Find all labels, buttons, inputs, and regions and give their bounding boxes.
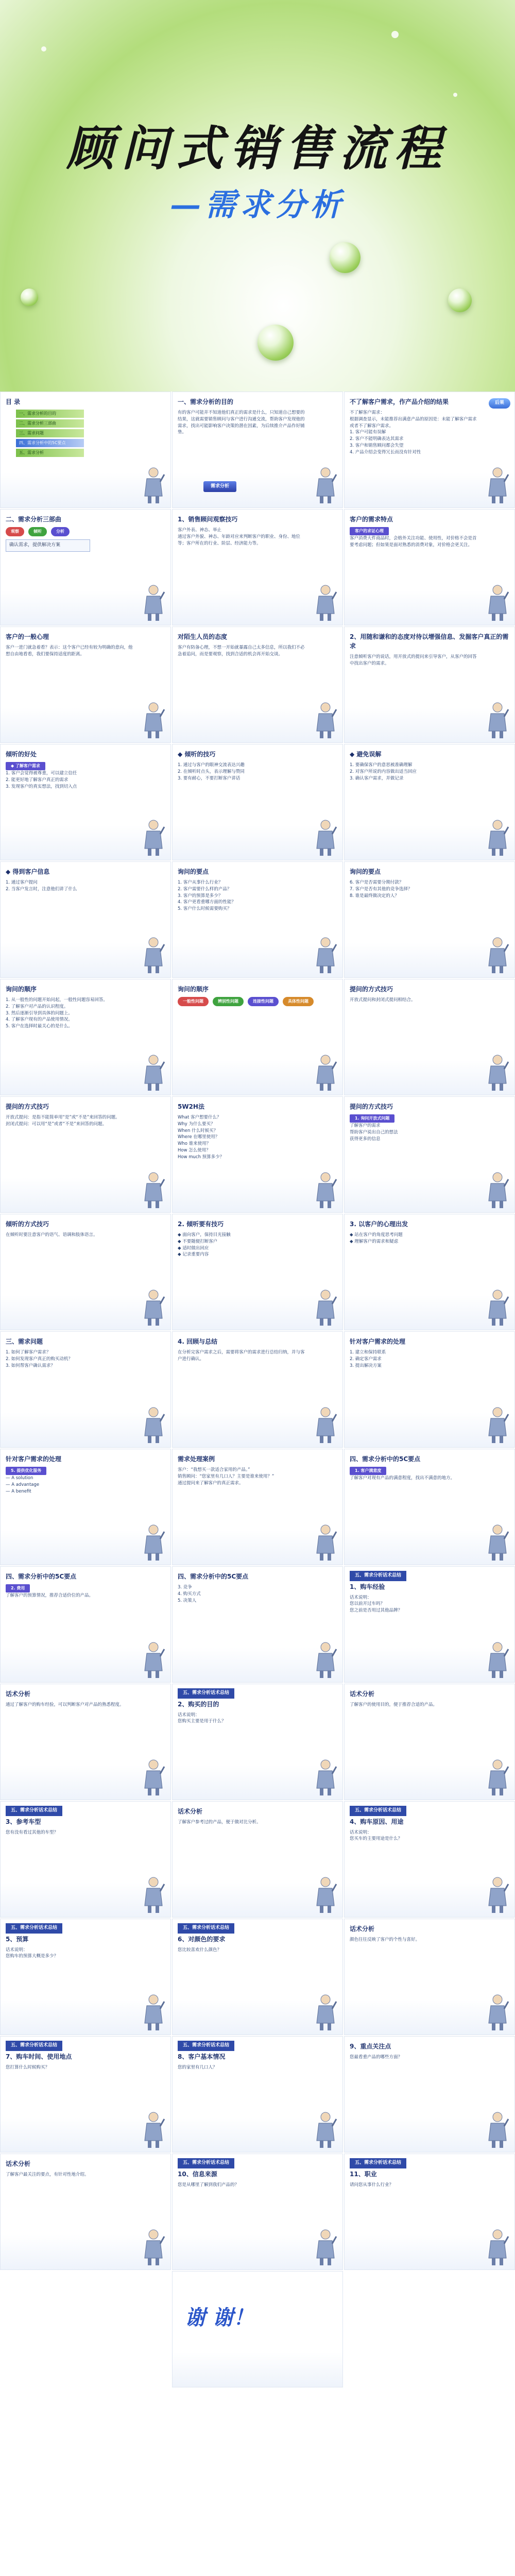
slide-body: 通过了解客户的购车经验，可以判断客户对产品的熟悉程度。 — [6, 1702, 124, 1707]
slide-title: 四、需求分析中的5C要点 — [350, 1455, 421, 1463]
cartoon-figure — [314, 819, 337, 857]
slide-list-item: 8. 谁是最终做决定的人？ — [350, 893, 399, 899]
slide-list-item: 3. 竞争 — [178, 1585, 192, 1590]
slide-list-item: 1. 客户会觉得被尊重，可以建立信任 — [6, 771, 77, 776]
slide-body: 1. 如何了解客户需求？ 2. 如何发现客户真正的购买动机？ 3. 如何帮客户确认需求？ — [6, 1350, 73, 1368]
slide-title: 3. 以客户的心理出发 — [350, 1221, 408, 1228]
slide-title: 四、需求分析中的5C要点 — [178, 1573, 249, 1580]
slide-thumbnail[interactable] — [344, 1566, 515, 1683]
slide-list-item: 3. 客户和销售顾问都会失望 — [350, 443, 404, 448]
slide-body: 了解客户对现有产品的满意程度，找出不满意的地方。 — [350, 1476, 455, 1481]
slide-thumbnail[interactable] — [0, 1096, 171, 1213]
slide-thumbnail[interactable] — [344, 626, 515, 743]
slide-thumbnail[interactable] — [344, 1684, 515, 1800]
slide-body: 开放式提问：是指不能简单用“是”或“不是”来回答的问题。 封闭式提问：可以用“是”或者“不是”来回答的问题。 — [6, 1115, 120, 1127]
slide-title: 3、参考车型 — [6, 1818, 41, 1825]
slide-list-item: ◆ 站在客户的角度思考问题 — [350, 1232, 403, 1238]
slide-subheading: 1. 客户满意度 — [350, 1467, 386, 1475]
slide-title: ◆ 倾听的技巧 — [178, 751, 216, 758]
cartoon-figure — [142, 701, 165, 739]
slide-thumbnail[interactable] — [344, 2154, 515, 2270]
slide-list-item: What 客户想要什么？ — [178, 1115, 221, 1120]
slide-list-item: 帮助客户说出自己的想法 — [350, 1129, 398, 1135]
slide-thumbnail[interactable] — [172, 1331, 343, 1448]
cartoon-figure — [486, 701, 509, 739]
slide-title: 7、购车时间、使用地点 — [6, 2053, 72, 2060]
slide-thumbnail[interactable] — [172, 509, 343, 625]
slide-thumbnail[interactable] — [0, 979, 171, 1095]
slide-thumbnail[interactable] — [0, 1566, 171, 1683]
slide-list-item: 6. 客户是否需要分期付款？ — [350, 880, 404, 885]
slide-list-item: 2. 对客户所说的内容做出适当回应 — [350, 769, 417, 774]
slide-title: 5W2H法 — [178, 1103, 204, 1110]
slide-list-item: Why 为什么要买？ — [178, 1121, 215, 1127]
slide-title: 6、对颜色的要求 — [178, 1935, 226, 1943]
toc-item[interactable]: 一、需求分析的目的 — [16, 410, 84, 418]
slide-body: 有的客户可能并不知道他们真正的需求是什么，只知道自己想要的结果，这就需要销售顾问与客户进行沟通交流，帮助客户发现他的需求，找出可能影响客户决策的潜在因素，为后续推介产品作好铺垫。 — [178, 410, 305, 435]
slide-body: 话术说明： 您购车的预算大概是多少？ — [6, 1947, 59, 1959]
cartoon-figure — [486, 1641, 509, 1679]
cartoon-figure — [142, 2228, 165, 2266]
slide-thumbnail[interactable] — [0, 392, 171, 508]
slide-body: 您打算什么时候购买？ — [6, 2064, 50, 2070]
slide-body: 话术说明： 您以前开过车吗？ 您之前是否用过其他品牌？ — [350, 1595, 403, 1613]
step-oval: 分析 — [51, 527, 70, 536]
slide-subheading: 1. 询问开放式问题 — [350, 1114, 394, 1123]
cartoon-figure — [314, 1171, 337, 1209]
cartoon-figure — [486, 1758, 509, 1797]
slide-thumbnail[interactable] — [0, 626, 171, 743]
cartoon-figure — [314, 1758, 337, 1797]
section-header: 五、需求分析话术总结 — [350, 2158, 406, 2168]
slide-title: 2. 倾听要有技巧 — [178, 1221, 224, 1228]
slide-title: 四、需求分析中的5C要点 — [6, 1573, 77, 1580]
slide-title: 9、重点关注点 — [350, 2043, 391, 2050]
slide-thumbnail[interactable] — [344, 1096, 515, 1213]
slide-title: 1、购车经验 — [350, 1583, 385, 1590]
section-header: 五、需求分析话术总结 — [178, 2158, 234, 2168]
slide-subheading: ◆ 了解客户需求 — [6, 762, 45, 770]
slide-title: 4、购车原因、用途 — [350, 1818, 404, 1825]
cartoon-figure — [314, 1406, 337, 1444]
section-header: 五、需求分析话术总结 — [350, 1806, 406, 1816]
slide-list-item: ◆ 不要随便打断客户 — [178, 1239, 218, 1244]
slide-body: 话术说明： 您买车的主要用途是什么？ — [350, 1829, 403, 1842]
step-oval: 一般性问题 — [178, 997, 209, 1006]
cartoon-figure — [486, 1876, 509, 1914]
slide-body: 客户有防备心理，不想一开始就暴露自己太多信息，所以我们不必急着追问，而是要观察，找到合适的机会再开始交谈。 — [178, 645, 305, 657]
slide-list-item: 1. 客户从事什么行业？ — [178, 880, 223, 885]
cartoon-figure — [486, 1406, 509, 1444]
slide-list-item: When 什么时候买？ — [178, 1128, 218, 1133]
slide-thumbnail[interactable] — [0, 861, 171, 978]
slide-list-item: 1. 通过与客户的眼神交流表达兴趣 — [178, 762, 245, 768]
section-header: 五、需求分析话术总结 — [6, 2041, 62, 2051]
cartoon-figure — [142, 1641, 165, 1679]
cartoon-figure — [486, 819, 509, 857]
cartoon-figure — [142, 1171, 165, 1209]
slide-thumbnail[interactable] — [344, 744, 515, 860]
slide-body: 您是从哪里了解到我们产品的？ — [178, 2182, 239, 2188]
slide-pill: 需求分析 — [203, 481, 236, 493]
slide-list-item: — A advantage — [6, 1482, 40, 1487]
slide-thumbnail[interactable] — [172, 1096, 343, 1213]
cartoon-figure — [486, 584, 509, 622]
slide-thumbnail[interactable] — [344, 2036, 515, 2153]
cartoon-figure — [486, 466, 509, 504]
slide-list-item: ◆ 适时做出回应 — [178, 1245, 209, 1251]
slide-body: 请问您从事什么行业？ — [350, 2182, 394, 2188]
cartoon-figure — [314, 1641, 337, 1679]
section-header: 五、需求分析话术总结 — [350, 1571, 406, 1581]
slide-title: 5、预算 — [6, 1935, 29, 1943]
slide-thumbnail[interactable] — [344, 1214, 515, 1330]
slide-list-item: 2. 客户不能明确表达其需求 — [350, 436, 404, 442]
slide-body: 您有没有看过其他的车型？ — [6, 1829, 59, 1835]
slide-title: 一、需求分析的目的 — [178, 398, 234, 405]
water-drop — [330, 242, 360, 273]
slide-list-item: 了解客户的需求 — [350, 1123, 381, 1128]
cartoon-figure — [314, 584, 337, 622]
slide-list-item: 3. 提出解决方案 — [350, 1363, 382, 1368]
slide-thumbnail[interactable] — [0, 509, 171, 625]
slide-list-item: 5. 客户什么时候需要购买？ — [178, 906, 232, 911]
slide-list-item: 2. 在倾听时点头，表示理解与赞同 — [178, 769, 245, 774]
slide-title: ◆ 避免误解 — [350, 751, 382, 758]
cartoon-figure — [142, 466, 165, 504]
slide-thumbnail[interactable] — [344, 1919, 515, 2035]
section-header: 五、需求分析话术总结 — [6, 1806, 62, 1816]
cartoon-figure — [486, 1054, 509, 1092]
slide-thumbnail[interactable] — [172, 1566, 343, 1683]
cartoon-figure — [314, 2228, 337, 2266]
slide-title: 2、用随和谦和的态度对待以增强信息、发掘客户真正的需求 — [350, 633, 509, 650]
slide-list-item: — A benefit — [6, 1488, 31, 1494]
cartoon-figure — [142, 819, 165, 857]
slide-list-item: 7. 客户是否有其他的竞争选择？ — [350, 886, 413, 892]
sparkle — [391, 31, 399, 38]
slide-list-item: 3. 确认客户需求，并做记录 — [350, 775, 404, 781]
slide-title: 1、销售顾问观察技巧 — [178, 516, 238, 523]
slide-title: 4. 回顾与总结 — [178, 1338, 218, 1345]
slide-list-item: 4. 购买方式 — [178, 1591, 201, 1597]
slide-body: 客户一进门就急着看？表示：这个客户已经有较为明确的意向，他想自由地看看，我们要保持适度的距离。 — [6, 645, 133, 657]
slide-thumbnail[interactable] — [172, 2271, 343, 2387]
cartoon-figure — [486, 1171, 509, 1209]
slide-body: 注意倾听客户的说话，用开放式的提问来引导客户，从客户的回答中找出客户的需求。 — [350, 654, 477, 666]
slide-list-item: 2. 确定客户需求 — [350, 1356, 382, 1362]
cartoon-figure — [314, 466, 337, 504]
slide-title: 询问的顺序 — [6, 986, 37, 993]
slide-thumbnail[interactable] — [0, 1684, 171, 1800]
slide-list-item: Who 谁来使用？ — [178, 1141, 211, 1146]
slide-body: 了解客户最关注的要点，有针对性地介绍。 — [6, 2172, 89, 2177]
slide-title: 针对客户需求的处理 — [6, 1455, 62, 1463]
slide-title: 话术分析 — [6, 2160, 31, 2167]
slide-body: 在分析完客户需求之后，需要将客户的需求进行总结归纳，并与客户进行确认。 — [178, 1350, 305, 1362]
toc-item[interactable]: 四、需求分析中的5C要点 — [16, 439, 84, 447]
slide-body: 了解客户的预算情况，推荐合适价位的产品。 — [6, 1593, 94, 1598]
cartoon-figure — [486, 1289, 509, 1327]
slide-title: 提问的方式技巧 — [6, 1103, 49, 1110]
slide-list-item: 1. 客户可能有误解 — [350, 430, 386, 435]
slide-list-item: 1. 要确保客户的意思被准确理解 — [350, 762, 413, 768]
section-header: 五、需求分析话术总结 — [178, 1688, 234, 1699]
slide-thumbnail[interactable] — [344, 509, 515, 625]
slide-thumbnail[interactable] — [344, 1331, 515, 1448]
slide-title: 倾听的方式技巧 — [6, 1221, 49, 1228]
slide-list-item: 3. 发现客户的真实想法，找到切入点 — [6, 784, 77, 789]
slide-title: 二、需求分析三部曲 — [6, 516, 62, 523]
cartoon-figure — [314, 1876, 337, 1914]
step-oval: 辨别性问题 — [213, 997, 244, 1006]
slide-thumbnail[interactable] — [344, 392, 515, 508]
step-row — [6, 527, 165, 536]
slide-title: 10、信息来源 — [178, 2170, 217, 2178]
slide-list-item: 1. 建立和保持联系 — [350, 1350, 386, 1355]
slide-list-item: 5. 决策人 — [178, 1598, 197, 1603]
slide-thumbnail[interactable] — [172, 626, 343, 743]
cartoon-figure — [142, 1758, 165, 1797]
slide-list-item: How much 预算多少？ — [178, 1154, 225, 1160]
slide-body: 了解客户参考过的产品，便于做对比分析。 — [178, 1820, 261, 1825]
main-title: 顾问式销售流程 — [66, 121, 449, 176]
slide-thumbnail[interactable] — [172, 1919, 343, 2035]
cartoon-figure — [142, 2111, 165, 2149]
slide-body: 客户外表、神态、举止 通过客户外貌、神态、年龄对应来判断客户的职业、身份、地位等；客户所在的行业、阶层、经济能力等。 — [178, 528, 301, 546]
slide-subheading: 客户的求证心理 — [350, 527, 389, 535]
slide-body: 话术说明： 您购买主要是用于什么？ — [178, 1712, 226, 1724]
slide-title: 话术分析 — [178, 1808, 203, 1815]
cartoon-figure — [142, 584, 165, 622]
slide-title: 话术分析 — [350, 1925, 375, 1933]
water-drop — [21, 289, 38, 306]
slide-title: 11、职业 — [350, 2170, 377, 2178]
sparkle — [41, 46, 46, 52]
cartoon-figure — [142, 1523, 165, 1562]
slide-body: 客户：“我想买一款适合家用的产品。” 销售顾问：“您家里有几口人？主要是谁来使用？” 通过提问来了解客户的真正需求。 — [178, 1467, 274, 1486]
slide-thumbnail[interactable] — [0, 744, 171, 860]
step-oval: 具体性问题 — [283, 997, 314, 1006]
cartoon-figure — [486, 936, 509, 974]
step-oval: 观察 — [6, 527, 24, 536]
main-subtitle: —需求分析 — [170, 187, 345, 223]
slide-body: 在倾听时要注意客户的语气、语调和肢体语言。 — [6, 1232, 98, 1238]
slide-thumbnail[interactable] — [0, 2036, 171, 2153]
slide-body: 开放式提问和封闭式提问相结合。 — [350, 997, 416, 1003]
slide-body: 您比较喜欢什么颜色？ — [178, 1947, 222, 1953]
slide-thumbnail[interactable] — [0, 2154, 171, 2270]
title-banner — [0, 0, 515, 392]
slide-title: 2、购买的目的 — [178, 1700, 219, 1708]
cartoon-figure — [314, 701, 337, 739]
slide-title: 三、需求问题 — [6, 1338, 43, 1345]
slide-list-item: 4. 产品介绍会变得冗长而没有针对性 — [350, 449, 421, 455]
slide-list-item: — A solution — [6, 1476, 33, 1481]
cartoon-figure — [142, 1993, 165, 2031]
slide-title: 询问的要点 — [350, 868, 381, 875]
slide-title: 目 录 — [6, 398, 21, 405]
slide-title: 8、客户基本情况 — [178, 2053, 226, 2060]
slide-thumbnail[interactable] — [172, 744, 343, 860]
section-header: 五、需求分析话术总结 — [178, 1923, 234, 1934]
step-oval: 连接性问题 — [248, 997, 279, 1006]
slide-title: 询问的要点 — [178, 868, 209, 875]
cartoon-figure — [486, 1993, 509, 2031]
cartoon-figure — [314, 1289, 337, 1327]
cartoon-figure — [314, 2111, 337, 2149]
slide-title: 询问的顺序 — [178, 986, 209, 993]
slide-thumbnail[interactable] — [172, 1214, 343, 1330]
slide-thumbnail[interactable] — [344, 1801, 515, 1918]
slide-thumbnail[interactable] — [0, 1919, 171, 2035]
slide-thumbnail[interactable] — [0, 2271, 171, 2387]
toc-item[interactable]: 五、需求分析 — [16, 449, 84, 457]
cartoon-figure — [142, 936, 165, 974]
water-drop — [448, 289, 472, 312]
cartoon-figure — [142, 1289, 165, 1327]
slide-thumbnail[interactable] — [0, 1449, 171, 1565]
cartoon-figure — [486, 2111, 509, 2149]
slide-title: 倾听的好处 — [6, 751, 37, 758]
slide-body: 您的家里有几口人？ — [178, 2064, 217, 2070]
slide-thumbnail[interactable] — [172, 1684, 343, 1800]
slide-list-item: 2. 能更好地了解客户真正的需求 — [6, 777, 68, 783]
slide-title: 话术分析 — [350, 1690, 375, 1698]
cartoon-figure — [314, 936, 337, 974]
section-header: 五、需求分析话术总结 — [178, 2041, 234, 2051]
slide-list-item: 2. 当客户发言时，注意他们讲了什么 — [6, 886, 77, 892]
slide-title: 提问的方式技巧 — [350, 986, 393, 993]
slide-list-item: ◆ 记录重要内容 — [178, 1252, 209, 1258]
thanks-text: 谢 谢！ — [185, 2306, 254, 2330]
slide-list-item: ◆ 面向客户，保持目光接触 — [178, 1232, 231, 1238]
cartoon-figure — [314, 1993, 337, 2031]
slide-list-item: How 怎么使用？ — [178, 1147, 211, 1153]
slide-list-item: 获得更多的信息 — [350, 1136, 381, 1142]
toc-item[interactable]: 三、需求问题 — [16, 429, 84, 437]
slide-list-item: 3. 要有耐心，不要打断客户讲话 — [178, 775, 241, 781]
slide-body: 根据调查显示，未能推荐出满意产品的原因是：未能了解客户需求或者不了解客户需求。 — [350, 416, 477, 429]
slide-thumbnail[interactable] — [172, 1449, 343, 1565]
slide-body: 客户消费大件商品时，会格外关注功能、使用性，对价格不会是首要考虑问题；但如果是面对熟悉的消费对象，对价格会更关注。 — [350, 536, 477, 548]
slide-list-item: ◆ 理解客户的需求和疑虑 — [350, 1239, 399, 1244]
slide-thumbnail[interactable] — [172, 2036, 343, 2153]
section-header: 五、需求分析话术总结 — [6, 1923, 62, 1934]
slide-list-item: 4. 客户更看重哪方面的性能？ — [178, 900, 236, 905]
slide-thumbnail[interactable] — [0, 1214, 171, 1330]
slide-label: 不了解客户需求： — [350, 410, 385, 415]
cartoon-figure — [486, 1523, 509, 1562]
slide-thumbnail[interactable] — [344, 1449, 515, 1565]
slide-title: 客户的需求特点 — [350, 516, 393, 523]
slide-title: 需求处理案例 — [178, 1455, 215, 1463]
slide-thumbnail[interactable] — [0, 1801, 171, 1918]
cartoon-figure — [314, 1523, 337, 1562]
slide-thumbnail[interactable] — [172, 979, 343, 1095]
toc-item[interactable]: 二、需求分析三部曲 — [16, 419, 84, 428]
slide-body: 颜色往往反映了客户的个性与喜好。 — [350, 1937, 420, 1942]
slide-thumbnail[interactable] — [0, 1331, 171, 1448]
slide-body: 了解客户的使用目的，便于推荐合适的产品。 — [350, 1702, 438, 1707]
slide-list-item: Where 在哪里使用？ — [178, 1134, 220, 1140]
cartoon-figure — [486, 2228, 509, 2266]
water-drop — [258, 325, 294, 361]
slide-subheading: 5. 提供优化服务 — [6, 1467, 46, 1475]
slide-grid — [0, 392, 515, 2387]
slide-title: 客户的一般心理 — [6, 633, 49, 640]
slide-list-item: 2. 客户需要什么样的产品？ — [178, 886, 232, 892]
slide-title: 针对客户需求的处理 — [350, 1338, 406, 1345]
slide-thumbnail[interactable] — [344, 861, 515, 978]
slide-thumbnail[interactable] — [172, 1801, 343, 1918]
slide-thumbnail[interactable] — [172, 861, 343, 978]
cartoon-figure — [142, 1406, 165, 1444]
slide-badge: 后果 — [489, 398, 510, 409]
slide-title: ◆ 得到客户信息 — [6, 868, 50, 875]
sparkle — [453, 93, 457, 97]
slide-thumbnail[interactable] — [344, 979, 515, 1095]
step-row — [178, 997, 337, 1006]
slide-title: 话术分析 — [6, 1690, 31, 1698]
slide-title: 提问的方式技巧 — [350, 1103, 393, 1110]
slide-subheading: 2. 费用 — [6, 1584, 30, 1592]
result-box: 确认需求，提供解决方案 — [6, 539, 90, 552]
slide-thumbnail[interactable] — [172, 392, 343, 508]
slide-body: 1. 从一般性的问题开始问起，一般性问题容易回答。 2. 了解客户对产品的认识程度。 3. 然后逐渐引导到具体的问题上。 4. 了解客户现有的产品使用情况。 5. 客户在选择时最关心的是什么。 — [6, 997, 108, 1029]
cartoon-figure — [142, 1876, 165, 1914]
cartoon-figure — [314, 1054, 337, 1092]
step-oval: 倾听 — [28, 527, 47, 536]
slide-list-item: 1. 通过客户提问 — [6, 880, 38, 885]
slide-title: 对陌生人员的态度 — [178, 633, 228, 640]
slide-title: 不了解客户需求，作产品介绍的结果 — [350, 398, 449, 405]
cartoon-figure — [142, 1054, 165, 1092]
slide-thumbnail[interactable] — [172, 2154, 343, 2270]
slide-list-item: 3. 客户的预算是多少？ — [178, 893, 223, 899]
slide-body: 您最看重产品的哪些方面？ — [350, 2055, 403, 2060]
